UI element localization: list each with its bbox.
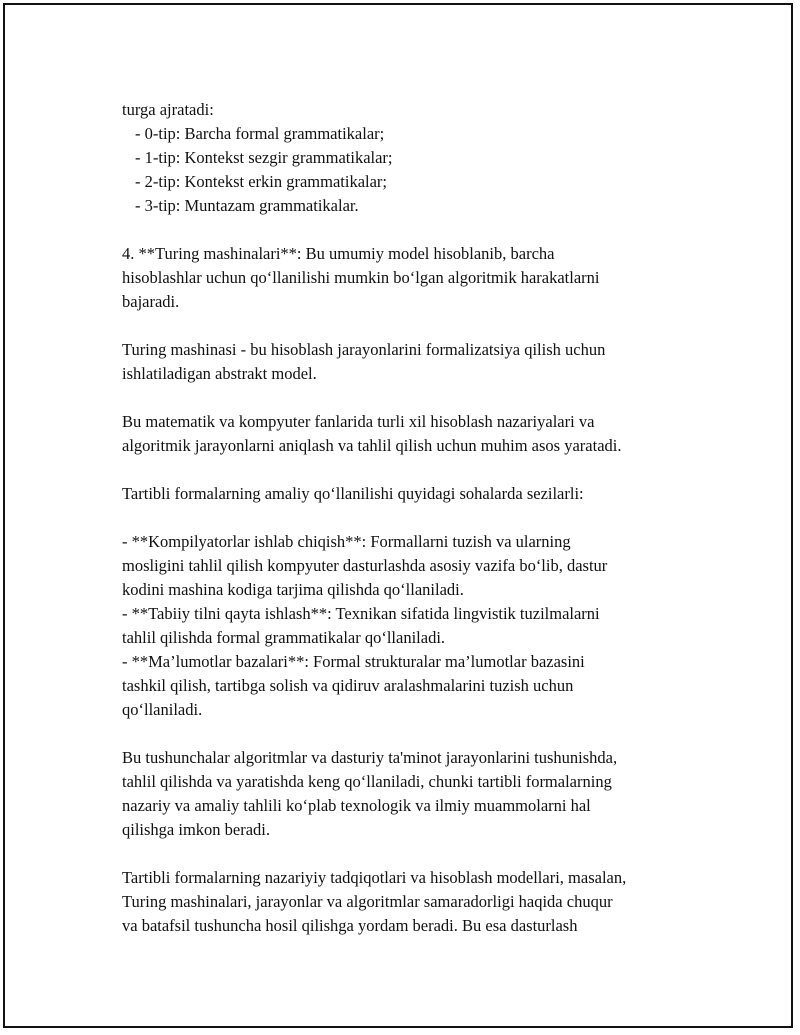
blank-line <box>122 458 722 482</box>
blank-line <box>122 314 722 338</box>
text-line: Turing mashinasi - bu hisoblash jarayonlarini formalizatsiya qilish uchun <box>122 340 606 359</box>
paragraph-grammar-types <box>122 98 722 218</box>
text-line: qo‘llaniladi. <box>122 700 203 719</box>
text-line: tashkil qilish, tartibga solish va qidiruv aralashmalarini tuzish uchun <box>122 676 574 695</box>
text-line: ishlatiladigan abstrakt model. <box>122 364 317 383</box>
text-line: algoritmik jarayonlarni aniqlash va tahlil qilish uchun muhim asos yaratadi. <box>122 436 622 455</box>
paragraph-foundation <box>122 410 722 458</box>
text-line: Tartibli formalarning nazariyiy tadqiqotlari va hisoblash modellari, masalan, <box>122 868 627 887</box>
paragraph-turing-machines <box>122 242 722 314</box>
text-line: turga ajratadi: <box>122 100 214 119</box>
text-line: bajaradi. <box>122 292 180 311</box>
list-item: - 1-tip: Kontekst sezgir grammatikalar; <box>135 148 393 167</box>
text-line: tahlil qilishda formal grammatikalar qo‘llaniladi. <box>122 628 446 647</box>
list-item: - 3-tip: Muntazam grammatikalar. <box>135 196 359 215</box>
paragraph-research <box>122 866 722 938</box>
text-line: - **Ma’lumotlar bazalari**: Formal strukturalar ma’lumotlar bazasini <box>122 652 585 671</box>
paragraph-applications-list <box>122 530 722 722</box>
list-item: - 2-tip: Kontekst erkin grammatikalar; <box>135 172 388 191</box>
text-line: Turing mashinalari, jarayonlar va algoritmlar samaradorligi haqida chuqur <box>122 892 613 911</box>
page-content <box>122 98 722 938</box>
text-line: - **Tabiiy tilni qayta ishlash**: Texnikan sifatida lingvistik tuzilmalarni <box>122 604 600 623</box>
blank-line <box>122 506 722 530</box>
text-line: mosligini tahlil qilish kompyuter dasturlashda asosiy vazifa bo‘lib, dastur <box>122 556 608 575</box>
text-line: 4. **Turing mashinalari**: Bu umumiy model hisoblanib, barcha <box>122 244 555 263</box>
text-line: Bu tushunchalar algoritmlar va dasturiy ta'minot jarayonlarini tushunishda, <box>122 748 618 767</box>
text-line: kodini mashina kodiga tarjima qilishda qo‘llaniladi. <box>122 580 464 599</box>
list-item: - 0-tip: Barcha formal grammatikalar; <box>135 124 385 143</box>
text-line: Bu matematik va kompyuter fanlarida turli xil hisoblash nazariyalari va <box>122 412 595 431</box>
text-line: tahlil qilishda va yaratishda keng qo‘llaniladi, chunki tartibli formalarning <box>122 772 612 791</box>
paragraph-concepts <box>122 746 722 842</box>
text-line: qilishga imkon beradi. <box>122 820 271 839</box>
paragraph-applications-intro <box>122 482 722 506</box>
text-line: nazariy va amaliy tahlili ko‘plab texnologik va ilmiy muammolarni hal <box>122 796 591 815</box>
text-line: Tartibli formalarning amaliy qo‘llanilishi quyidagi sohalarda sezilarli: <box>122 484 584 503</box>
text-line: - **Kompilyatorlar ishlab chiqish**: Formallarni tuzish va ularning <box>122 532 571 551</box>
blank-line <box>122 218 722 242</box>
page-frame <box>3 3 793 1028</box>
text-line: hisoblashlar uchun qo‘llanilishi mumkin bo‘lgan algoritmik harakatlarni <box>122 268 600 287</box>
blank-line <box>122 842 722 866</box>
blank-line <box>122 722 722 746</box>
paragraph-turing-definition <box>122 338 722 386</box>
blank-line <box>122 386 722 410</box>
text-line: va batafsil tushuncha hosil qilishga yordam beradi. Bu esa dasturlash <box>122 916 578 935</box>
